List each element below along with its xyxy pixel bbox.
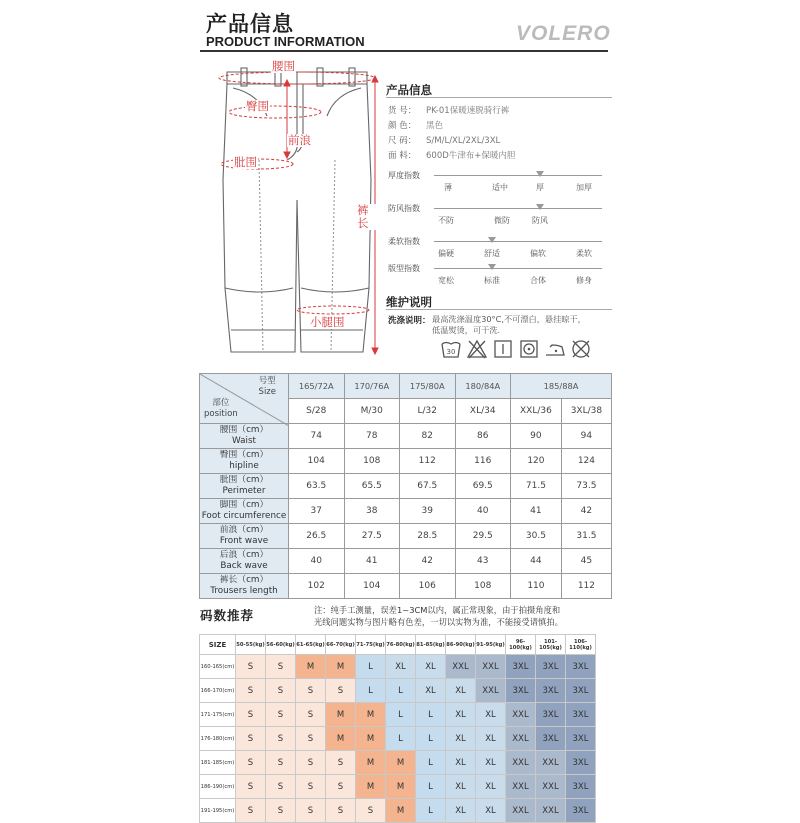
measure-label-cn: 腰围（cm） <box>219 425 269 435</box>
measure-value: 112 <box>400 449 456 474</box>
label-length: 裤长 <box>356 204 380 230</box>
measure-value: 63.5 <box>289 474 345 499</box>
care-divider <box>386 309 612 310</box>
recommend-cell: XXL <box>476 679 506 703</box>
recommend-cell: XXL <box>506 775 536 799</box>
recommend-cell: S <box>296 703 326 727</box>
scale-option: 柔软 <box>576 249 592 258</box>
height-label: 176-180(cm) <box>200 727 236 751</box>
scale-label: 柔软指数 <box>388 237 420 246</box>
tumble-dry-icon <box>518 338 540 360</box>
height-label: 191-195(cm) <box>200 799 236 823</box>
wash-30-icon <box>440 338 462 360</box>
measure-value: 90 <box>511 424 562 449</box>
corner-size-en: Size <box>258 387 276 397</box>
info-value: S/M/L/XL/2XL/3XL <box>426 136 501 146</box>
measure-value: 26.5 <box>289 524 345 549</box>
scale-marker-icon <box>536 204 544 210</box>
recommend-cell: XXL <box>476 655 506 679</box>
measure-row-label <box>200 424 289 449</box>
product-info-divider <box>386 97 612 98</box>
scale-option: 舒适 <box>484 249 500 258</box>
recommend-row <box>200 799 596 823</box>
no-dry-clean-icon <box>570 338 592 360</box>
weight-header: 76-80(kg) <box>386 635 416 655</box>
scale-option: 薄 <box>444 183 452 192</box>
recommend-cell: XL <box>446 679 476 703</box>
info-value: 600D牛津布+保暖内胆 <box>426 151 516 161</box>
measure-label-en: Perimeter <box>222 486 266 496</box>
measure-value: 116 <box>455 449 511 474</box>
scale-bar <box>434 268 602 269</box>
care-wash-line1: 最高洗涤温度30°C,不可漂白，悬挂晾干， <box>432 314 586 324</box>
recommend-cell: S <box>266 751 296 775</box>
hang-dry-icon <box>492 338 514 360</box>
measure-row <box>200 474 612 499</box>
header-divider <box>200 50 608 52</box>
measure-value: 44 <box>511 549 562 574</box>
recommend-cell: S <box>236 751 266 775</box>
height-label: 181-185(cm) <box>200 751 236 775</box>
pants-diagram <box>215 60 380 370</box>
recommend-header-row <box>200 635 596 655</box>
height-label: 171-175(cm) <box>200 703 236 727</box>
size-group-header: 165/72A <box>289 374 345 399</box>
measure-label-en: hipline <box>229 461 259 471</box>
info-key: 颜 色： <box>388 121 417 131</box>
recommend-cell: S <box>326 799 356 823</box>
measure-value: 104 <box>289 449 345 474</box>
recommend-cell: 3XL <box>536 655 566 679</box>
recommend-cell: L <box>416 727 446 751</box>
weight-header: 106-110(kg) <box>566 635 596 655</box>
recommend-cell: XL <box>416 655 446 679</box>
recommend-cell: L <box>386 679 416 703</box>
recommend-cell: XL <box>476 799 506 823</box>
info-row-fabric <box>388 149 515 161</box>
measure-value: 43 <box>455 549 511 574</box>
recommend-cell: S <box>266 799 296 823</box>
scale-option: 合体 <box>530 276 546 285</box>
scale-option: 标准 <box>484 276 500 285</box>
recommend-cell: M <box>386 775 416 799</box>
size-group-header: 175/80A <box>400 374 456 399</box>
label-waist: 腰围 <box>272 59 295 73</box>
measure-value: 94 <box>561 424 611 449</box>
measure-value: 40 <box>289 549 345 574</box>
info-key: 面 料： <box>388 151 417 161</box>
recommend-cell: S <box>326 751 356 775</box>
recommend-corner: SIZE <box>200 635 236 655</box>
measure-value: 67.5 <box>400 474 456 499</box>
measure-value: 73.5 <box>561 474 611 499</box>
measure-label-en: Waist <box>231 436 256 446</box>
scale-label: 版型指数 <box>388 264 420 273</box>
measure-label-cn: 后浪（cm） <box>219 550 269 560</box>
size-group-header: 170/76A <box>344 374 400 399</box>
measure-value: 65.5 <box>344 474 400 499</box>
recommend-cell: XXL <box>446 655 476 679</box>
scale-bar <box>434 241 602 242</box>
measure-row-label <box>200 524 289 549</box>
recommend-cell: 3XL <box>566 775 596 799</box>
recommend-cell: XL <box>476 703 506 727</box>
info-value: 黑色 <box>426 121 444 131</box>
measure-row <box>200 574 612 599</box>
product-info-title: 产品信息 <box>386 83 432 97</box>
recommend-cell: XL <box>476 775 506 799</box>
measure-value: 38 <box>344 499 400 524</box>
recommend-cell: S <box>296 775 326 799</box>
recommend-cell: 3XL <box>566 727 596 751</box>
scale-option: 偏软 <box>530 249 546 258</box>
measure-value: 86 <box>455 424 511 449</box>
care-wash-key: 洗涤说明： <box>388 316 431 326</box>
scale-bar <box>434 208 602 209</box>
corner-size-cn: 号型 <box>258 376 276 386</box>
recommend-cell: XXL <box>506 799 536 823</box>
recommend-cell: M <box>386 751 416 775</box>
header-title-cn: 产品信息 <box>206 12 294 36</box>
no-bleach-icon <box>466 338 488 360</box>
recommend-cell: 3XL <box>566 751 596 775</box>
corner-size-label <box>259 376 276 398</box>
recommend-cell: L <box>386 703 416 727</box>
measure-value: 71.5 <box>511 474 562 499</box>
recommend-cell: 3XL <box>566 703 596 727</box>
scale-1 <box>388 203 608 233</box>
recommend-row <box>200 655 596 679</box>
recommend-cell: XL <box>386 655 416 679</box>
recommend-cell: M <box>356 775 386 799</box>
measure-value: 37 <box>289 499 345 524</box>
size-header: L/32 <box>400 399 456 424</box>
recommend-cell: S <box>266 727 296 751</box>
measurement-table <box>199 373 612 599</box>
recommend-cell: M <box>356 703 386 727</box>
recommend-cell: XL <box>416 679 446 703</box>
recommend-cell: L <box>416 751 446 775</box>
recommend-cell: XXL <box>506 751 536 775</box>
recommend-cell: XXL <box>536 751 566 775</box>
measure-label-en: Front wave <box>219 536 269 546</box>
scale-option: 修身 <box>576 276 592 285</box>
info-key: 货 号： <box>388 106 417 116</box>
recommend-row <box>200 775 596 799</box>
measure-corner <box>200 374 289 424</box>
measure-value: 82 <box>400 424 456 449</box>
measure-row-label <box>200 549 289 574</box>
weight-header: 71-75(kg) <box>356 635 386 655</box>
weight-header: 81-85(kg) <box>416 635 446 655</box>
recommend-cell: XXL <box>506 703 536 727</box>
recommend-cell: XXL <box>536 799 566 823</box>
measure-value: 31.5 <box>561 524 611 549</box>
recommend-cell: S <box>236 799 266 823</box>
measure-label-cn: 臀围（cm） <box>219 450 269 460</box>
svg-text:30: 30 <box>446 348 456 356</box>
measure-value: 41 <box>344 549 400 574</box>
recommend-cell: XL <box>446 727 476 751</box>
recommend-cell: 3XL <box>566 799 596 823</box>
header-title-en: PRODUCT INFORMATION <box>206 34 365 49</box>
measure-value: 124 <box>561 449 611 474</box>
size-group-header: 185/88A <box>511 374 612 399</box>
recommend-note-line1: 注：纯手工测量，误差1~3CM以内，属正常现象，由于拍摄角度和 <box>314 605 561 615</box>
recommend-cell: S <box>266 703 296 727</box>
recommend-cell: S <box>236 703 266 727</box>
corner-position-label <box>204 398 238 420</box>
recommend-cell: L <box>416 799 446 823</box>
measure-row <box>200 449 612 474</box>
size-header: 3XL/38 <box>561 399 611 424</box>
recommend-cell: S <box>266 679 296 703</box>
measure-value: 45 <box>561 549 611 574</box>
scale-0 <box>388 170 608 200</box>
weight-header: 86-90(kg) <box>446 635 476 655</box>
measure-value: 39 <box>400 499 456 524</box>
size-recommend-table <box>199 634 596 823</box>
recommend-cell: M <box>356 751 386 775</box>
measure-value: 40 <box>455 499 511 524</box>
scale-marker-icon <box>536 171 544 177</box>
measure-value: 74 <box>289 424 345 449</box>
measure-value: 27.5 <box>344 524 400 549</box>
recommend-cell: S <box>296 799 326 823</box>
weight-header: 56-60(kg) <box>266 635 296 655</box>
measure-row <box>200 549 612 574</box>
measure-row <box>200 524 612 549</box>
height-label: 160-165(cm) <box>200 655 236 679</box>
recommend-title: 码数推荐 <box>200 608 255 623</box>
recommend-cell: XL <box>446 751 476 775</box>
scale-label: 厚度指数 <box>388 171 420 180</box>
recommend-cell: S <box>326 679 356 703</box>
measure-header-row <box>200 374 612 399</box>
label-hip: 臀围 <box>246 99 269 113</box>
recommend-cell: M <box>386 799 416 823</box>
measure-value: 42 <box>400 549 456 574</box>
care-wash-line2: 低温熨烫，可干洗. <box>432 325 501 335</box>
weight-header: 50-55(kg) <box>236 635 266 655</box>
recommend-cell: 3XL <box>506 655 536 679</box>
measure-value: 28.5 <box>400 524 456 549</box>
recommend-cell: M <box>326 703 356 727</box>
weight-header: 96-100(kg) <box>506 635 536 655</box>
scale-option: 宽松 <box>438 276 454 285</box>
scale-2 <box>388 236 608 266</box>
scale-label: 防风指数 <box>388 204 420 213</box>
recommend-cell: 3XL <box>536 703 566 727</box>
recommend-cell: M <box>356 727 386 751</box>
recommend-cell: S <box>236 679 266 703</box>
recommend-cell: 3XL <box>536 727 566 751</box>
corner-position-cn: 部位 <box>212 398 230 408</box>
measure-row-label <box>200 474 289 499</box>
recommend-cell: L <box>356 655 386 679</box>
label-thigh: 肶围 <box>234 155 257 169</box>
measure-label-cn: 脚围（cm） <box>219 500 269 510</box>
measure-label-en: Foot circumference <box>201 511 287 521</box>
recommend-cell: L <box>386 727 416 751</box>
page-header <box>0 0 800 60</box>
measure-value: 42 <box>561 499 611 524</box>
measure-value: 102 <box>289 574 345 599</box>
scale-bar <box>434 175 602 176</box>
weight-header: 91-95(kg) <box>476 635 506 655</box>
recommend-cell: M <box>326 655 356 679</box>
recommend-row <box>200 679 596 703</box>
scale-marker-icon <box>488 237 496 243</box>
recommend-row <box>200 703 596 727</box>
label-calf: 小腿围 <box>310 315 345 329</box>
recommend-cell: S <box>296 751 326 775</box>
recommend-cell: S <box>266 655 296 679</box>
scale-option: 不防 <box>438 216 454 225</box>
recommend-cell: S <box>236 655 266 679</box>
recommend-cell: S <box>236 775 266 799</box>
recommend-row <box>200 751 596 775</box>
height-label: 166-170(cm) <box>200 679 236 703</box>
recommend-cell: 3XL <box>566 679 596 703</box>
recommend-cell: M <box>296 655 326 679</box>
recommend-cell: L <box>416 775 446 799</box>
size-header: XXL/36 <box>511 399 562 424</box>
recommend-cell: 3XL <box>536 679 566 703</box>
size-header: S/28 <box>289 399 345 424</box>
measure-value: 69.5 <box>455 474 511 499</box>
recommend-cell: XL <box>446 799 476 823</box>
measure-label-en: Back wave <box>220 561 268 571</box>
info-value: PK-01保暖速脱骑行裤 <box>426 106 510 116</box>
measure-value: 112 <box>561 574 611 599</box>
measure-value: 120 <box>511 449 562 474</box>
weight-header: 66-70(kg) <box>326 635 356 655</box>
scale-option: 偏硬 <box>438 249 454 258</box>
measure-value: 104 <box>344 574 400 599</box>
recommend-cell: XL <box>476 727 506 751</box>
measure-value: 41 <box>511 499 562 524</box>
measure-label-cn: 裤长（cm） <box>219 575 269 585</box>
recommend-cell: XXL <box>536 775 566 799</box>
weight-header: 101-105(kg) <box>536 635 566 655</box>
recommend-cell: L <box>416 703 446 727</box>
measure-value: 78 <box>344 424 400 449</box>
scale-option: 厚 <box>536 183 544 192</box>
size-header: M/30 <box>344 399 400 424</box>
brand-logo: VOLERO <box>516 22 611 45</box>
size-header: XL/34 <box>455 399 511 424</box>
size-group-header: 180/84A <box>455 374 511 399</box>
iron-low-icon <box>544 338 566 360</box>
measure-row-label <box>200 449 289 474</box>
recommend-cell: S <box>296 679 326 703</box>
info-row-color <box>388 119 443 131</box>
recommend-cell: XL <box>446 775 476 799</box>
measure-value: 29.5 <box>455 524 511 549</box>
measure-label-cn: 前浪（cm） <box>219 525 269 535</box>
recommend-cell: S <box>296 727 326 751</box>
measure-label-cn: 肶围（cm） <box>219 475 269 485</box>
recommend-cell: XL <box>476 751 506 775</box>
height-label: 186-190(cm) <box>200 775 236 799</box>
info-row-sku <box>388 104 509 116</box>
weight-header: 61-65(kg) <box>296 635 326 655</box>
scale-option: 微防 <box>494 216 510 225</box>
measure-row <box>200 424 612 449</box>
scale-option: 防风 <box>532 216 548 225</box>
recommend-cell: S <box>356 799 386 823</box>
recommend-cell: XL <box>446 703 476 727</box>
care-title: 维护说明 <box>386 295 432 309</box>
scale-marker-icon <box>488 264 496 270</box>
recommend-cell: S <box>236 727 266 751</box>
recommend-cell: M <box>326 727 356 751</box>
recommend-cell: L <box>356 679 386 703</box>
label-front-rise: 前浪 <box>288 133 311 147</box>
recommend-cell: 3XL <box>566 655 596 679</box>
recommend-note-line2: 光线问题实物与图片略有色差，一切以实物为准，不能接受请慎拍。 <box>314 617 563 627</box>
measure-row-label <box>200 574 289 599</box>
scale-3 <box>388 263 608 293</box>
measure-value: 106 <box>400 574 456 599</box>
info-row-size <box>388 134 500 146</box>
recommend-cell: XXL <box>506 727 536 751</box>
measure-value: 108 <box>455 574 511 599</box>
measure-label-en: Trousers length <box>210 586 278 596</box>
corner-position-en: position <box>204 409 238 419</box>
recommend-cell: S <box>326 775 356 799</box>
measure-value: 110 <box>511 574 562 599</box>
info-key: 尺 码： <box>388 136 417 146</box>
scale-option: 加厚 <box>576 183 592 192</box>
recommend-cell: S <box>266 775 296 799</box>
recommend-cell: 3XL <box>506 679 536 703</box>
measure-row <box>200 499 612 524</box>
recommend-row <box>200 727 596 751</box>
measure-value: 30.5 <box>511 524 562 549</box>
measure-row-label <box>200 499 289 524</box>
measure-value: 108 <box>344 449 400 474</box>
scale-option: 适中 <box>492 183 508 192</box>
